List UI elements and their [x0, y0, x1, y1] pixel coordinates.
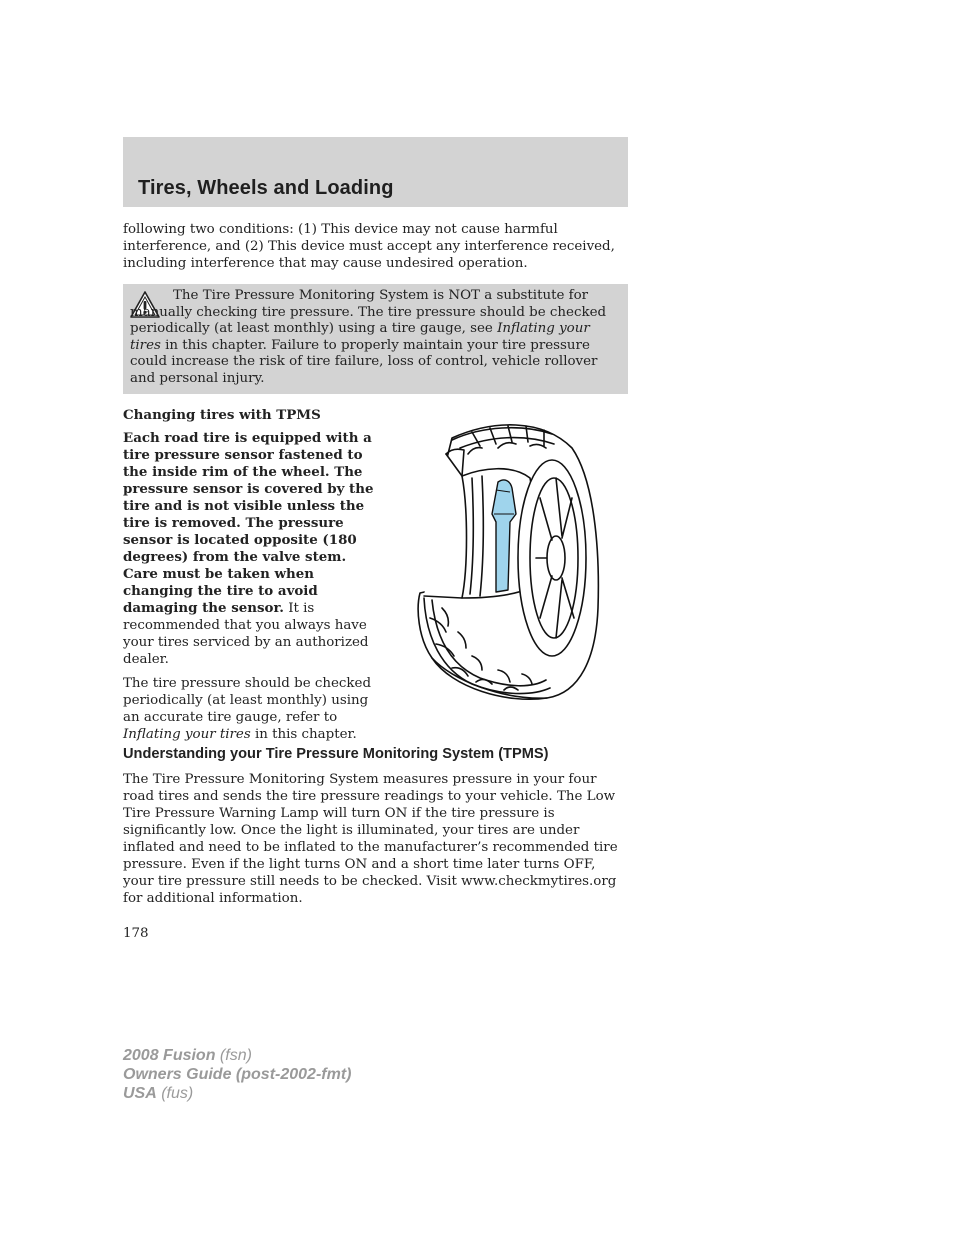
footer-line-model [123, 1046, 351, 1065]
tpms-heading: Understanding your Tire Pressure Monitoring System (TPMS) [123, 746, 549, 762]
footer-model-name: 2008 Fusion [123, 1047, 216, 1064]
page-number: 178 [123, 926, 149, 941]
footer-line-region [123, 1084, 351, 1103]
tire-sensor-illustration [412, 418, 608, 702]
document-footer [123, 1046, 351, 1103]
footer-guide-name: Owners Guide (post-2002-fmt) [123, 1066, 352, 1083]
section-header-band [123, 137, 628, 207]
sensor-bold-text: Each road tire is equipped with a tire pressure sensor fastened to the inside rim of the wheel. The pressure sensor is covered by the tire and is not visible unless the tire is removed. The pressure sensor is located opposite (180 degrees) from the valve stem. Care must be taken when changing the tire to avoid damaging the sensor. [123, 430, 374, 616]
footer-model-code: (fsn) [215, 1047, 252, 1064]
section-title: Tires, Wheels and Loading [138, 177, 394, 199]
gauge-link-inflating: Inflating your tires [123, 727, 251, 742]
warning-link-inflating: Inflating your tires [130, 321, 590, 353]
warning-text-part2: in this chapter. Failure to properly maintain your tire pressure could increase the risk of tire failure, loss of control, vehicle rollover and personal injury. [130, 337, 598, 386]
changing-tires-heading: Changing tires with TPMS [123, 407, 321, 423]
footer-line-guide [123, 1065, 351, 1084]
footer-region-name: USA [123, 1085, 157, 1102]
warning-box [123, 284, 628, 394]
warning-text-part1: The Tire Pressure Monitoring System is NOT a substitute for manually checking tire pressure. The tire pressure should be checked periodically (at least monthly) using a tire gauge, see [130, 288, 607, 336]
sensor-normal-text: It is recommended that you always have your tires serviced by an authorized dealer. [123, 601, 369, 667]
intro-paragraph: following two conditions: (1) This device may not cause harmful interference, and (2) This device must accept any interference received, including interference that may cause undesired operation. [123, 222, 615, 271]
gauge-text-part1: The tire pressure should be checked periodically (at least monthly) using an accurate tire gauge, refer to [123, 676, 372, 725]
sensor-paragraph [123, 430, 378, 668]
footer-region-code: (fus) [156, 1085, 194, 1102]
gauge-paragraph [123, 675, 378, 743]
tpms-paragraph: The Tire Pressure Monitoring System measures pressure in your four road tires and sends the tire pressure readings to your vehicle. The Low Tire Pressure Warning Lamp will turn ON if the tire pressure is significantly low. Once the light is illuminated, your tires are under inflated and need to be inflated to the manufacturer’s recommended tire pressure. Even if the light turns ON and a short time later turns OFF, your tire pressure still needs to be checked. Visit www.checkmytires.org for additional information. [123, 772, 618, 906]
gauge-text-part2: in this chapter. [250, 727, 357, 742]
changing-tires-body [123, 430, 378, 750]
warning-text [130, 288, 620, 387]
